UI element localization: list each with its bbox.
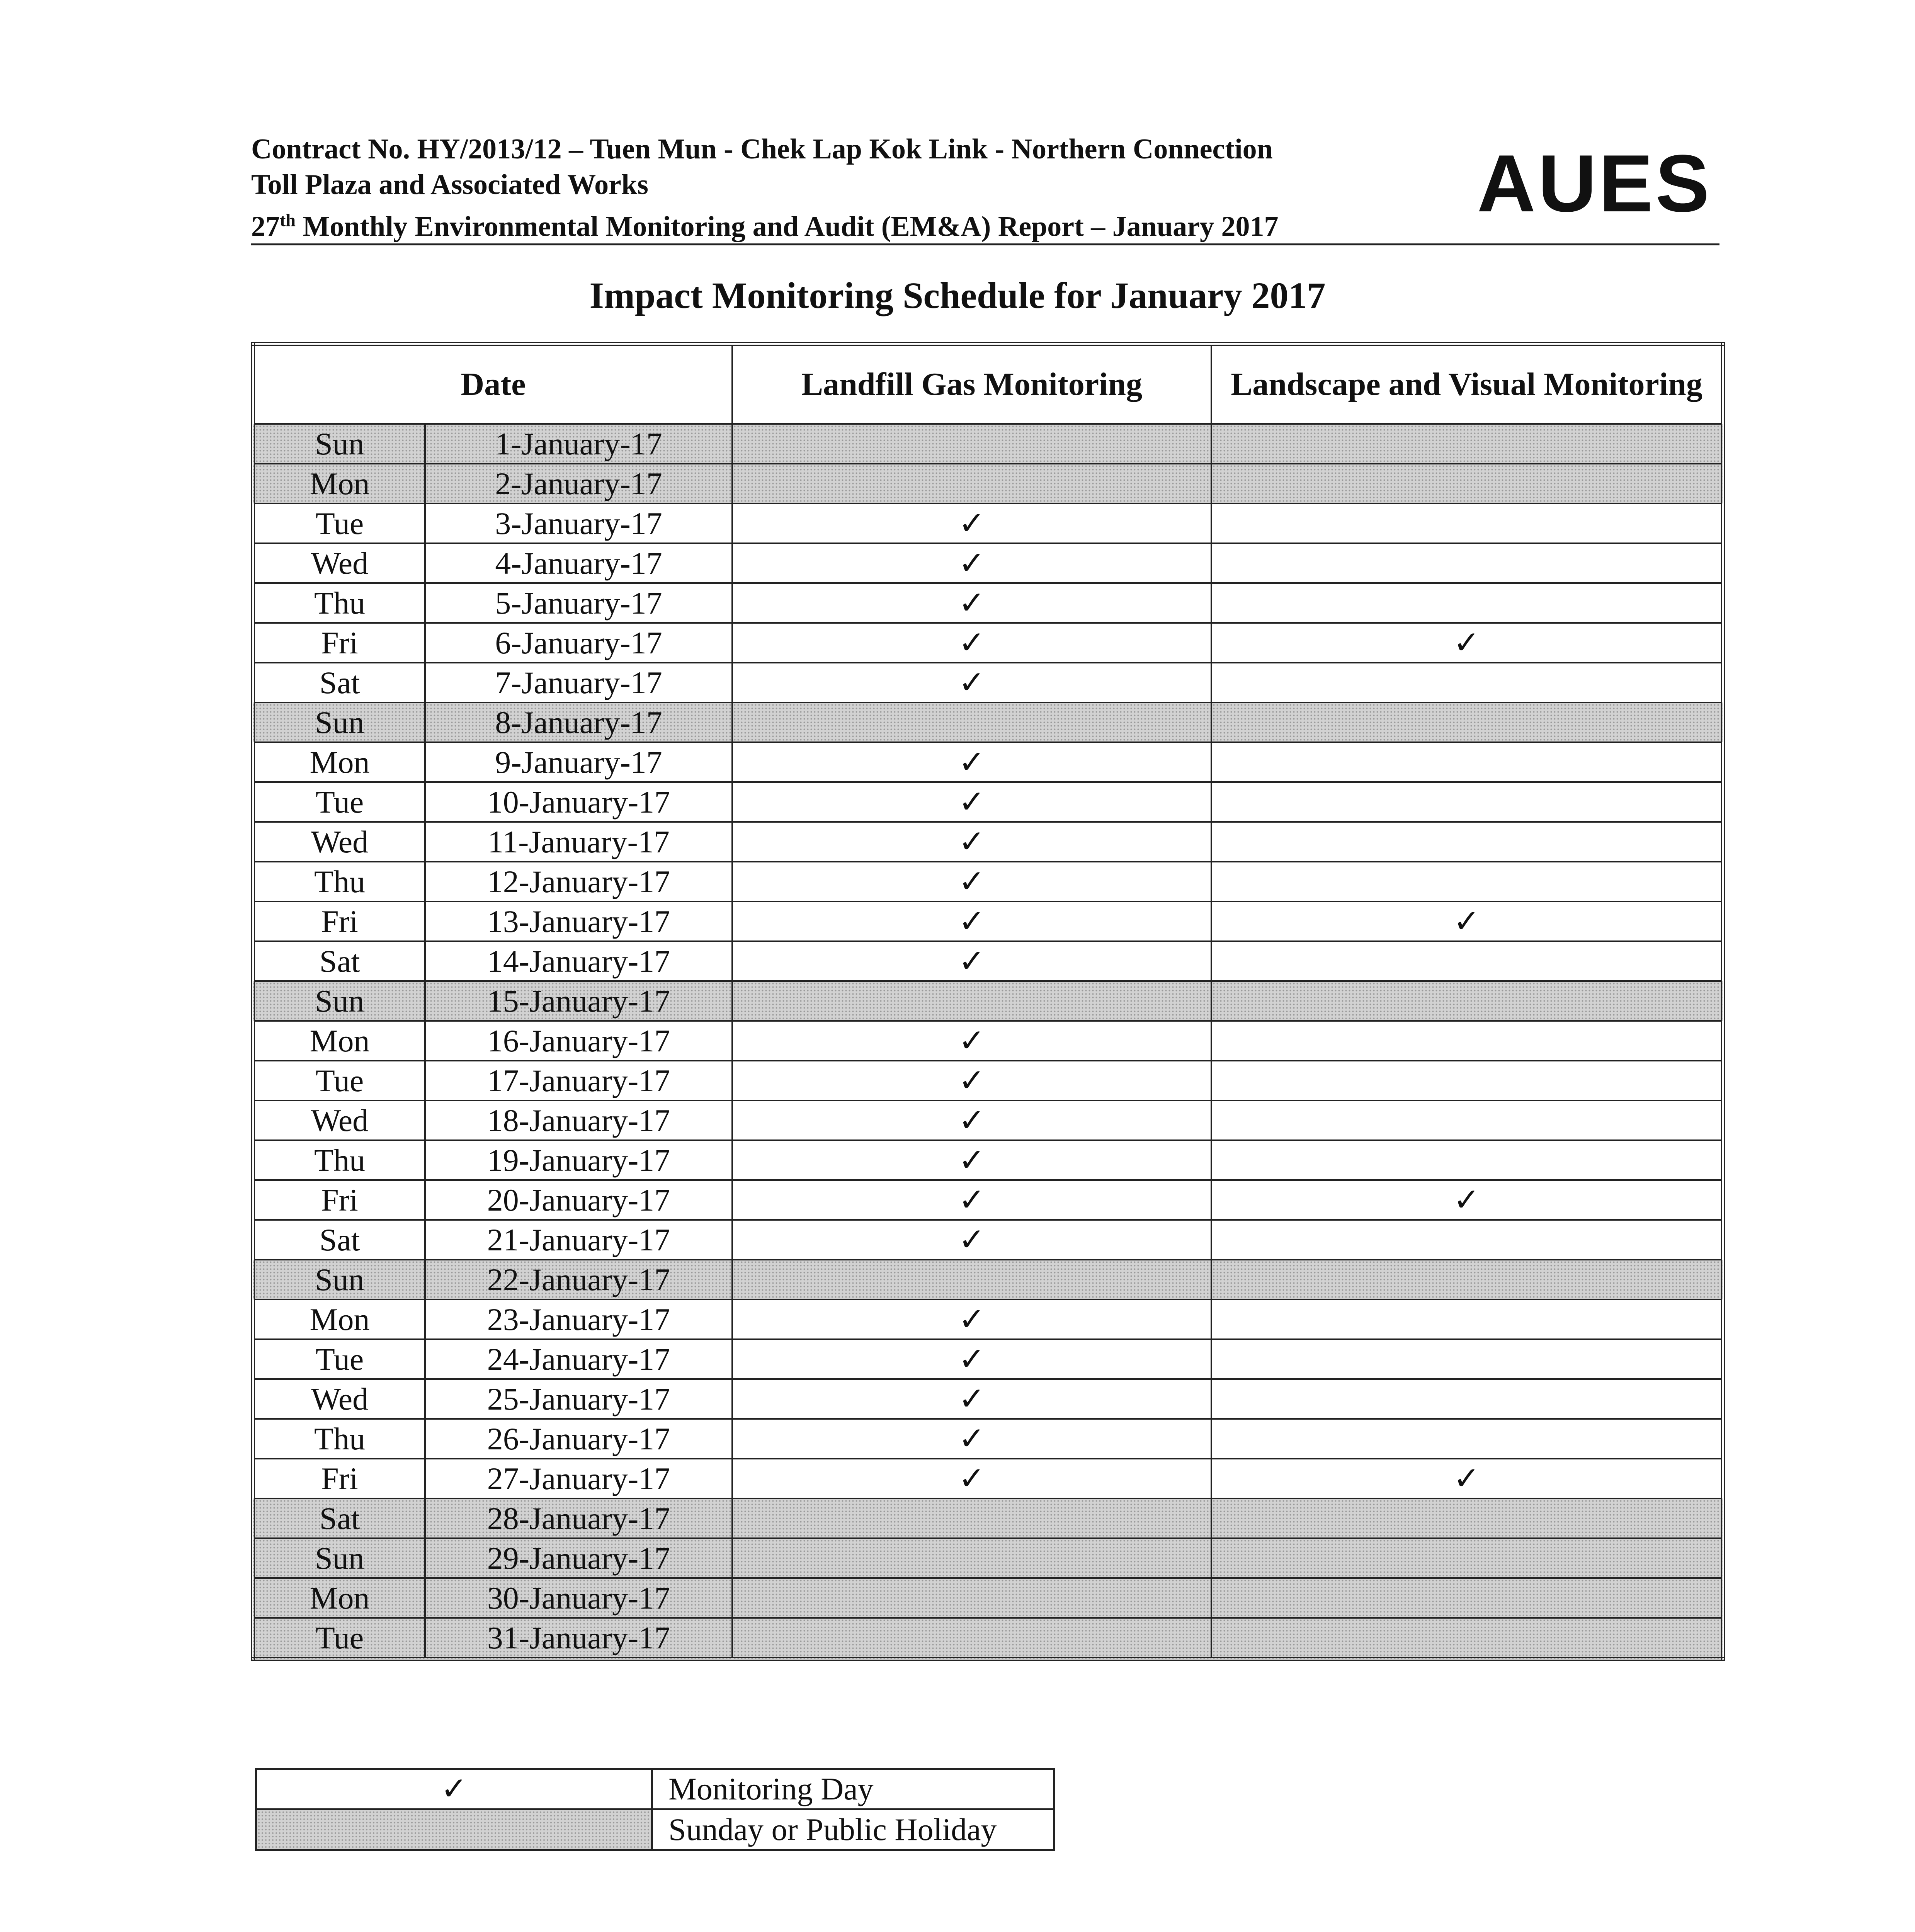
landscape-check-cell (1211, 583, 1723, 623)
landfill-check-cell: ✓ (732, 1419, 1211, 1459)
landscape-column-header: Landscape and Visual Monitoring (1211, 344, 1723, 424)
date-cell: 8-January-17 (425, 702, 732, 742)
landscape-check-cell (1211, 663, 1723, 702)
landscape-check-cell: ✓ (1211, 1459, 1723, 1498)
date-cell: 28-January-17 (425, 1498, 732, 1538)
landscape-check-cell (1211, 862, 1723, 901)
schedule-table (251, 342, 1725, 1661)
landfill-check-cell: ✓ (732, 1459, 1211, 1498)
landfill-check-cell (732, 1578, 1211, 1618)
date-cell: 26-January-17 (425, 1419, 732, 1459)
day-cell: Fri (253, 901, 425, 941)
landfill-check-cell: ✓ (732, 1180, 1211, 1220)
date-cell: 31-January-17 (425, 1618, 732, 1659)
landfill-check-cell: ✓ (732, 503, 1211, 543)
table-row (253, 862, 1723, 901)
date-cell: 27-January-17 (425, 1459, 732, 1498)
day-cell: Sun (253, 702, 425, 742)
date-cell: 17-January-17 (425, 1061, 732, 1100)
landscape-check-cell (1211, 1379, 1723, 1419)
date-cell: 7-January-17 (425, 663, 732, 702)
date-cell: 16-January-17 (425, 1021, 732, 1061)
report-header (251, 131, 1719, 245)
table-row (253, 583, 1723, 623)
landfill-check-cell: ✓ (732, 1339, 1211, 1379)
table-row (253, 981, 1723, 1021)
day-cell: Tue (253, 1618, 425, 1659)
table-row (253, 663, 1723, 702)
date-cell: 5-January-17 (425, 583, 732, 623)
table-row (253, 1299, 1723, 1339)
table-row (253, 702, 1723, 742)
date-cell: 10-January-17 (425, 782, 732, 822)
date-cell: 29-January-17 (425, 1538, 732, 1578)
table-row (253, 1339, 1723, 1379)
landscape-check-cell: ✓ (1211, 623, 1723, 663)
table-row (253, 464, 1723, 503)
table-row (253, 742, 1723, 782)
landscape-check-cell: ✓ (1211, 901, 1723, 941)
table-row (253, 1220, 1723, 1260)
landscape-check-cell (1211, 981, 1723, 1021)
table-row (253, 1578, 1723, 1618)
landscape-check-cell (1211, 782, 1723, 822)
landscape-check-cell (1211, 1100, 1723, 1140)
table-row (253, 1419, 1723, 1459)
table-row (253, 1498, 1723, 1538)
landfill-check-cell (732, 1498, 1211, 1538)
day-cell: Fri (253, 623, 425, 663)
date-cell: 22-January-17 (425, 1260, 732, 1299)
day-cell: Wed (253, 1379, 425, 1419)
table-row (253, 543, 1723, 583)
day-cell: Sun (253, 1260, 425, 1299)
day-cell: Tue (253, 1061, 425, 1100)
landfill-check-cell: ✓ (732, 1220, 1211, 1260)
date-cell: 30-January-17 (425, 1578, 732, 1618)
landscape-check-cell (1211, 424, 1723, 464)
table-row (253, 1538, 1723, 1578)
landfill-check-cell (732, 424, 1211, 464)
day-cell: Sat (253, 941, 425, 981)
landfill-check-cell (732, 1538, 1211, 1578)
landscape-check-cell (1211, 1538, 1723, 1578)
schedule-body (253, 424, 1723, 1659)
day-cell: Fri (253, 1459, 425, 1498)
day-cell: Tue (253, 503, 425, 543)
landfill-check-cell: ✓ (732, 1061, 1211, 1100)
landfill-column-header: Landfill Gas Monitoring (732, 344, 1211, 424)
header-contract-line: Contract No. HY/2013/12 – Tuen Mun - Chek Lap Kok Link - Northern Connection (251, 133, 1273, 165)
schedule-header-row (253, 344, 1723, 424)
landscape-check-cell (1211, 464, 1723, 503)
landfill-check-cell: ✓ (732, 901, 1211, 941)
date-cell: 21-January-17 (425, 1220, 732, 1260)
legend-label: Sunday or Public Holiday (652, 1810, 1054, 1850)
landfill-check-cell: ✓ (732, 623, 1211, 663)
header-report-number: 27 (251, 211, 280, 243)
landfill-check-cell: ✓ (732, 663, 1211, 702)
landfill-check-cell: ✓ (732, 1379, 1211, 1419)
day-cell: Thu (253, 1419, 425, 1459)
landscape-check-cell (1211, 1021, 1723, 1061)
landscape-check-cell (1211, 822, 1723, 862)
table-row (253, 1061, 1723, 1100)
table-row (253, 901, 1723, 941)
date-cell: 3-January-17 (425, 503, 732, 543)
landfill-check-cell (732, 1618, 1211, 1659)
landscape-check-cell (1211, 1299, 1723, 1339)
table-row (253, 822, 1723, 862)
landfill-check-cell: ✓ (732, 1021, 1211, 1061)
landfill-check-cell (732, 702, 1211, 742)
day-cell: Thu (253, 1140, 425, 1180)
legend-label: Monitoring Day (652, 1769, 1054, 1810)
legend-shade-swatch (256, 1810, 652, 1850)
landfill-check-cell: ✓ (732, 1299, 1211, 1339)
landfill-check-cell: ✓ (732, 1100, 1211, 1140)
landfill-check-cell: ✓ (732, 782, 1211, 822)
day-cell: Tue (253, 1339, 425, 1379)
day-cell: Mon (253, 742, 425, 782)
header-report-line (251, 202, 1278, 245)
landfill-check-cell: ✓ (732, 862, 1211, 901)
table-row (253, 1140, 1723, 1180)
date-cell: 24-January-17 (425, 1339, 732, 1379)
date-cell: 4-January-17 (425, 543, 732, 583)
landfill-check-cell: ✓ (732, 1140, 1211, 1180)
landscape-check-cell (1211, 543, 1723, 583)
table-row (253, 1459, 1723, 1498)
day-cell: Fri (253, 1180, 425, 1220)
landscape-check-cell (1211, 1260, 1723, 1299)
date-cell: 23-January-17 (425, 1299, 732, 1339)
landfill-check-cell: ✓ (732, 742, 1211, 782)
landfill-check-cell (732, 981, 1211, 1021)
landscape-check-cell (1211, 742, 1723, 782)
landfill-check-cell: ✓ (732, 941, 1211, 981)
day-cell: Mon (253, 1021, 425, 1061)
day-cell: Sat (253, 1498, 425, 1538)
day-cell: Tue (253, 782, 425, 822)
table-row (253, 424, 1723, 464)
landscape-check-cell: ✓ (1211, 1180, 1723, 1220)
header-works-line: Toll Plaza and Associated Works (251, 169, 648, 201)
landscape-check-cell (1211, 1618, 1723, 1659)
landscape-check-cell (1211, 1578, 1723, 1618)
date-cell: 11-January-17 (425, 822, 732, 862)
table-row (253, 782, 1723, 822)
date-cell: 12-January-17 (425, 862, 732, 901)
date-cell: 9-January-17 (425, 742, 732, 782)
landfill-check-cell: ✓ (732, 822, 1211, 862)
date-cell: 6-January-17 (425, 623, 732, 663)
day-cell: Wed (253, 1100, 425, 1140)
day-cell: Sun (253, 1538, 425, 1578)
landfill-check-cell: ✓ (732, 543, 1211, 583)
landfill-check-cell (732, 1260, 1211, 1299)
date-cell: 1-January-17 (425, 424, 732, 464)
landscape-check-cell (1211, 941, 1723, 981)
day-cell: Wed (253, 822, 425, 862)
landscape-check-cell (1211, 1419, 1723, 1459)
table-row (253, 1100, 1723, 1140)
date-cell: 14-January-17 (425, 941, 732, 981)
table-row (253, 1260, 1723, 1299)
day-cell: Sun (253, 424, 425, 464)
legend-row (256, 1810, 1054, 1850)
day-cell: Mon (253, 1578, 425, 1618)
date-cell: 19-January-17 (425, 1140, 732, 1180)
date-cell: 13-January-17 (425, 901, 732, 941)
day-cell: Mon (253, 464, 425, 503)
table-row (253, 941, 1723, 981)
date-cell: 2-January-17 (425, 464, 732, 503)
legend-body (256, 1769, 1054, 1850)
landfill-check-cell: ✓ (732, 583, 1211, 623)
header-report-ordinal: th (280, 210, 296, 230)
landscape-check-cell (1211, 1339, 1723, 1379)
header-report-title: Monthly Environmental Monitoring and Audit (EM&A) Report – January 2017 (295, 211, 1279, 243)
date-cell: 15-January-17 (425, 981, 732, 1021)
aues-logo: AUES (1477, 138, 1712, 229)
day-cell: Sat (253, 1220, 425, 1260)
table-row (253, 1379, 1723, 1419)
table-row (253, 623, 1723, 663)
landscape-check-cell (1211, 1498, 1723, 1538)
legend-check-symbol: ✓ (256, 1769, 652, 1810)
day-cell: Sat (253, 663, 425, 702)
day-cell: Thu (253, 862, 425, 901)
page-title: Impact Monitoring Schedule for January 2017 (589, 275, 1326, 316)
landscape-check-cell (1211, 1140, 1723, 1180)
header-text-block (251, 131, 1278, 245)
table-row (253, 1618, 1723, 1659)
table-row (253, 503, 1723, 543)
table-row (253, 1021, 1723, 1061)
day-cell: Sun (253, 981, 425, 1021)
landscape-check-cell (1211, 702, 1723, 742)
date-column-header: Date (253, 344, 732, 424)
day-cell: Thu (253, 583, 425, 623)
day-cell: Wed (253, 543, 425, 583)
legend-table (255, 1768, 1055, 1851)
date-cell: 25-January-17 (425, 1379, 732, 1419)
landscape-check-cell (1211, 1061, 1723, 1100)
landscape-check-cell (1211, 1220, 1723, 1260)
table-row (253, 1180, 1723, 1220)
landfill-check-cell (732, 464, 1211, 503)
date-cell: 18-January-17 (425, 1100, 732, 1140)
landscape-check-cell (1211, 503, 1723, 543)
legend-row (256, 1769, 1054, 1810)
date-cell: 20-January-17 (425, 1180, 732, 1220)
day-cell: Mon (253, 1299, 425, 1339)
